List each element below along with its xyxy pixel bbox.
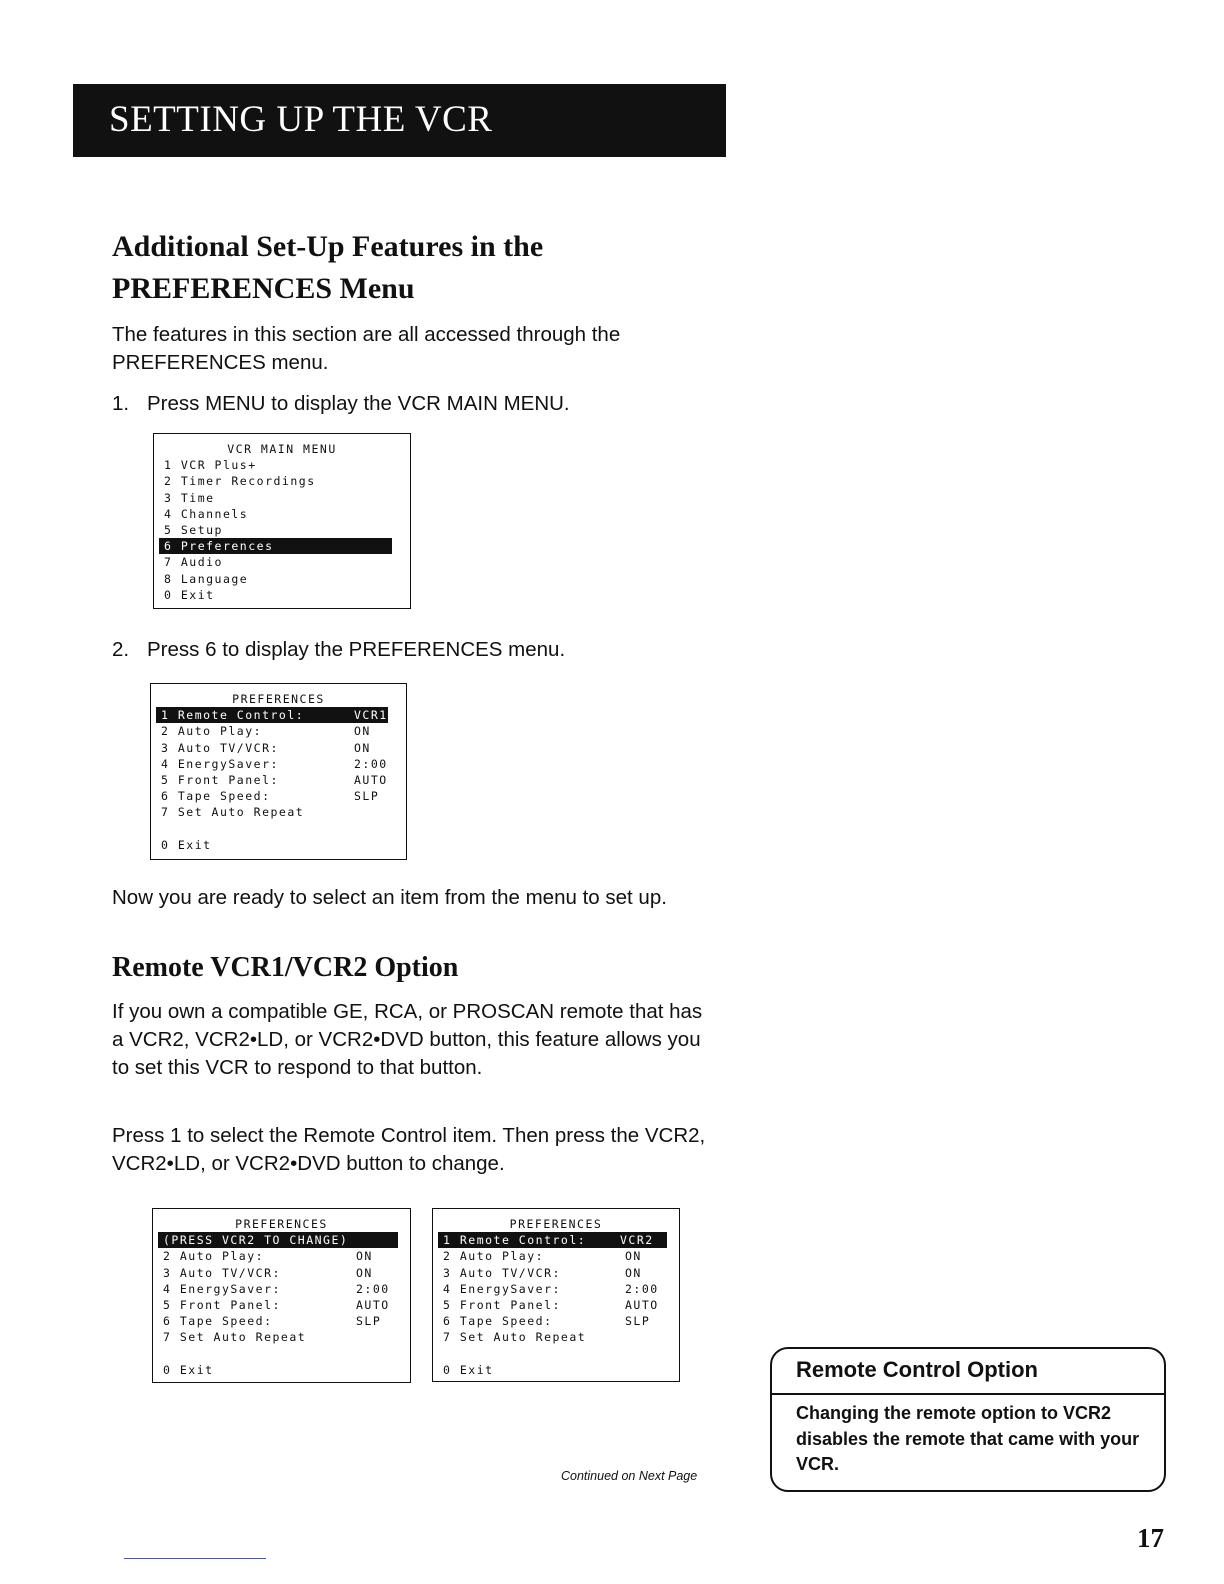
menu-item <box>153 1329 410 1345</box>
bottom-divider <box>124 1558 266 1559</box>
menu-item-label: 1 Remote Control: <box>161 708 305 723</box>
menu-item-label: 3 Auto TV/VCR: <box>163 1265 281 1280</box>
press-1-paragraph: Press 1 to select the Remote Control item. Then press the VCR2, VCR2•LD, or VCR2•DVD button to change. <box>112 1124 706 1175</box>
preferences-change-screen <box>152 1208 411 1383</box>
step-2-text: Press 6 to display the PREFERENCES menu. <box>147 638 566 661</box>
menu-item-label: 6 Tape Speed: <box>161 789 271 804</box>
menu-item-value: AUTO <box>356 1298 390 1313</box>
menu-item-label: 0 Exit <box>163 1362 214 1377</box>
menu-item <box>151 723 406 739</box>
menu-title: PREFERENCES <box>232 692 325 706</box>
menu-item-value: AUTO <box>354 773 388 788</box>
menu-item-label: 2 Auto Play: <box>161 724 263 739</box>
menu-item: 7 Audio <box>164 555 223 570</box>
menu-item-value: 2:00 <box>354 756 388 771</box>
menu-item-label: 7 Set Auto Repeat <box>161 805 305 820</box>
ready-paragraph: Now you are ready to select an item from the menu to set up. <box>112 886 667 909</box>
menu-item-label: 0 Exit <box>161 837 212 852</box>
menu-item-label: 0 Exit <box>443 1362 494 1377</box>
menu-item <box>151 788 406 804</box>
menu-item-label: 6 Tape Speed: <box>163 1314 273 1329</box>
menu-item-label: 2 Auto Play: <box>443 1249 545 1264</box>
menu-item <box>433 1362 679 1378</box>
menu-item-label: 5 Front Panel: <box>161 773 279 788</box>
menu-item <box>151 837 406 853</box>
menu-item: 5 Setup <box>164 523 223 538</box>
menu-item-value: ON <box>354 724 371 739</box>
step-2-number: 2. <box>112 638 130 661</box>
remote-control-note-box <box>770 1347 1166 1492</box>
note-title: Remote Control Option <box>796 1357 1038 1382</box>
menu-item <box>433 1329 679 1345</box>
menu-item <box>153 1362 410 1378</box>
step-2 <box>112 638 565 662</box>
menu-item-value: 2:00 <box>356 1281 390 1296</box>
page-number: 17 <box>1137 1523 1164 1553</box>
menu-item-value: SLP <box>356 1314 382 1329</box>
preferences-menu-screen <box>150 683 407 860</box>
menu-item-highlighted: (PRESS VCR2 TO CHANGE) <box>158 1232 398 1248</box>
menu-item-highlighted <box>156 707 388 723</box>
menu-item <box>153 1281 410 1297</box>
preferences-vcr2-screen <box>432 1208 680 1382</box>
menu-item <box>153 1297 410 1313</box>
menu-item: 8 Language <box>164 571 249 586</box>
menu-item-label: 4 EnergySaver: <box>163 1281 281 1296</box>
step-1-number: 1. <box>112 392 130 415</box>
menu-item-value: SLP <box>625 1314 651 1329</box>
menu-item <box>433 1297 679 1313</box>
continued-note: Continued on Next Page <box>561 1469 698 1483</box>
menu-item-value: AUTO <box>625 1298 659 1313</box>
menu-item-label: 5 Front Panel: <box>163 1298 281 1313</box>
menu-item-value: VCR1 <box>354 708 388 723</box>
menu-item-highlighted <box>438 1232 667 1248</box>
menu-item <box>153 1265 410 1281</box>
menu-item-value: SLP <box>354 789 380 804</box>
menu-item-label: 5 Front Panel: <box>443 1298 561 1313</box>
menu-item-value: VCR2 <box>620 1233 654 1248</box>
menu-item <box>433 1281 679 1297</box>
menu-item <box>151 740 406 756</box>
menu-item: 1 VCR Plus+ <box>164 458 257 473</box>
menu-item <box>151 772 406 788</box>
menu-item <box>151 756 406 772</box>
menu-item-value: ON <box>356 1265 373 1280</box>
menu-item-value: ON <box>354 740 371 755</box>
step-1-text: Press MENU to display the VCR MAIN MENU. <box>147 392 570 415</box>
menu-item: 4 Channels <box>164 506 249 521</box>
menu-item-value: ON <box>625 1265 642 1280</box>
banner-title: SETTING UP THE VCR <box>109 99 493 140</box>
menu-item-label: 3 Auto TV/VCR: <box>443 1265 561 1280</box>
menu-item-label: 2 Auto Play: <box>163 1249 265 1264</box>
menu-item-label: 7 Set Auto Repeat <box>163 1330 307 1345</box>
menu-item <box>433 1313 679 1329</box>
menu-item <box>153 1248 410 1264</box>
menu-item-label: 4 EnergySaver: <box>443 1281 561 1296</box>
menu-item-label: 1 Remote Control: <box>443 1233 587 1248</box>
menu-title: PREFERENCES <box>235 1217 328 1231</box>
menu-item: 0 Exit <box>164 587 215 602</box>
menu-item-label: 4 EnergySaver: <box>161 756 279 771</box>
menu-item-value: ON <box>625 1249 642 1264</box>
note-divider <box>772 1393 1164 1395</box>
section-banner <box>73 84 726 157</box>
menu-item-label: 7 Set Auto Repeat <box>443 1330 587 1345</box>
note-text: Changing the remote option to VCR2 disables the remote that came with your VCR. <box>796 1403 1140 1474</box>
menu-title: PREFERENCES <box>509 1217 603 1231</box>
intro-paragraph: The features in this section are all accessed through the PREFERENCES menu. <box>112 323 621 374</box>
section-heading-line1: Additional Set-Up Features in the <box>112 230 544 263</box>
menu-item-value: ON <box>356 1249 373 1264</box>
section-heading-line2: PREFERENCES Menu <box>112 272 415 305</box>
vcr-main-menu-screen <box>153 433 411 609</box>
menu-item: 2 Timer Recordings <box>164 474 316 489</box>
menu-item: 3 Time <box>164 490 215 505</box>
menu-item <box>153 1313 410 1329</box>
menu-item-label: 3 Auto TV/VCR: <box>161 740 279 755</box>
menu-item-highlighted: 6 Preferences <box>159 538 392 554</box>
remote-option-paragraph: If you own a compatible GE, RCA, or PROSCAN remote that has a VCR2, VCR2•LD, or VCR2•DVD button, this feature allows you to set this VCR to respond to that button. <box>112 1000 703 1079</box>
menu-item-value: 2:00 <box>625 1281 659 1296</box>
menu-item <box>433 1265 679 1281</box>
menu-item <box>151 804 406 820</box>
menu-item-label: 6 Tape Speed: <box>443 1314 553 1329</box>
subsection-heading: Remote VCR1/VCR2 Option <box>112 952 459 983</box>
step-1 <box>112 392 570 416</box>
menu-title: VCR MAIN MENU <box>227 442 337 456</box>
menu-item <box>433 1248 679 1264</box>
